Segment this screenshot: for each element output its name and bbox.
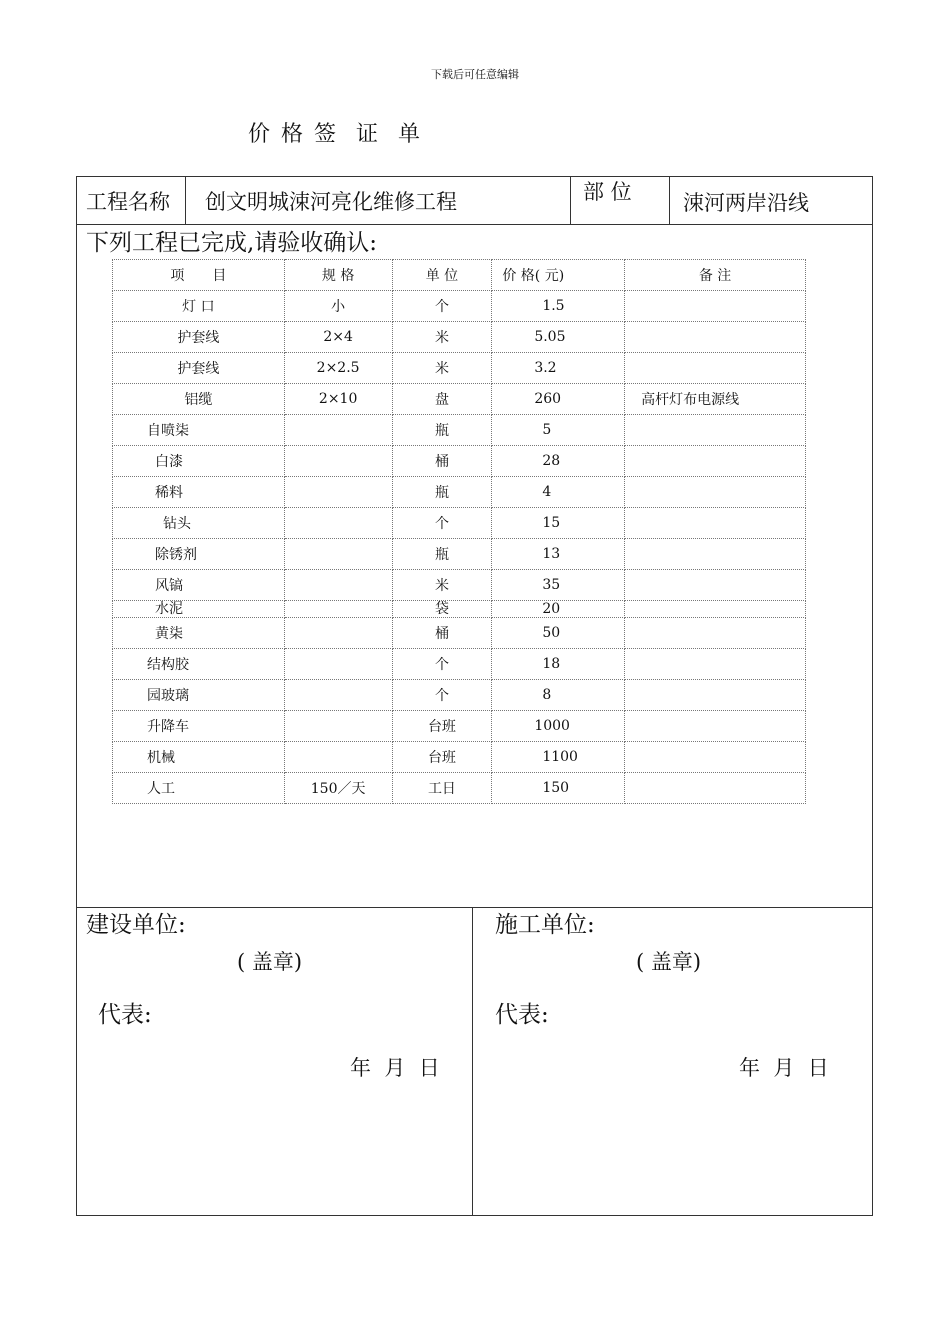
table-row (113, 742, 806, 773)
cell-spec: 2×2.5 (284, 353, 392, 384)
cell-price: 20 (492, 601, 625, 618)
cell-unit: 袋 (392, 601, 492, 618)
cell-item: 水泥 (113, 601, 285, 618)
table-row (113, 353, 806, 384)
project-name-value: 创文明城涑河亮化维修工程 (205, 190, 457, 214)
contractor-representative: 代表: (495, 1002, 549, 1028)
contractor-seal: ( 盖章) (636, 950, 702, 974)
cell-spec (284, 415, 392, 446)
cell-spec (284, 649, 392, 680)
cell-unit: 工日 (392, 773, 492, 804)
cell-note (625, 618, 806, 649)
owner-seal: ( 盖章) (237, 950, 303, 974)
divider-signature-v (472, 907, 473, 1216)
header-note: 备 注 (625, 260, 806, 291)
cell-spec: 150／天 (284, 773, 392, 804)
cell-item: 园玻璃 (113, 680, 285, 711)
table-row (113, 477, 806, 508)
cell-price: 1000 (492, 711, 625, 742)
cell-price: 28 (492, 446, 625, 477)
table-row (113, 618, 806, 649)
cell-unit: 台班 (392, 742, 492, 773)
document-title: 价 格 签 证 单 (248, 122, 422, 147)
table-row (113, 291, 806, 322)
cell-spec (284, 742, 392, 773)
cell-note (625, 446, 806, 477)
header-price: 价 格( 元) (492, 260, 625, 291)
cell-unit: 米 (392, 353, 492, 384)
cell-unit: 盘 (392, 384, 492, 415)
cell-unit: 个 (392, 508, 492, 539)
location-value: 涑河两岸沿线 (683, 191, 809, 215)
cell-spec (284, 446, 392, 477)
table-row (113, 446, 806, 477)
cell-item: 自喷柒 (113, 415, 285, 446)
cell-note (625, 680, 806, 711)
table-row (113, 773, 806, 804)
table-header-row (113, 260, 806, 291)
cell-spec (284, 711, 392, 742)
cell-unit: 瓶 (392, 415, 492, 446)
cell-note: 高杆灯布电源线 (625, 384, 806, 415)
cell-unit: 桶 (392, 618, 492, 649)
divider-signature (76, 907, 873, 908)
cell-price: 50 (492, 618, 625, 649)
cell-unit: 台班 (392, 711, 492, 742)
cell-price: 13 (492, 539, 625, 570)
cell-price: 1.5 (492, 291, 625, 322)
cell-spec (284, 508, 392, 539)
cell-item: 除锈剂 (113, 539, 285, 570)
header-note: 下载后可任意编辑 (431, 68, 519, 81)
cell-spec (284, 680, 392, 711)
owner-date: 年 月 日 (350, 1056, 440, 1080)
cell-price: 4 (492, 477, 625, 508)
cell-item: 白漆 (113, 446, 285, 477)
table-row (113, 415, 806, 446)
cell-item: 铝缆 (113, 384, 285, 415)
cell-price: 15 (492, 508, 625, 539)
cell-unit: 个 (392, 649, 492, 680)
cell-item: 人工 (113, 773, 285, 804)
cell-note (625, 649, 806, 680)
cell-price: 150 (492, 773, 625, 804)
cell-note (625, 291, 806, 322)
cell-item: 风镐 (113, 570, 285, 601)
table-row (113, 680, 806, 711)
location-label: 部 位 (583, 180, 632, 204)
cell-unit: 个 (392, 680, 492, 711)
cell-unit: 米 (392, 322, 492, 353)
cell-price: 35 (492, 570, 625, 601)
cell-item: 护套线 (113, 353, 285, 384)
cell-item: 护套线 (113, 322, 285, 353)
table-row (113, 384, 806, 415)
cell-price: 18 (492, 649, 625, 680)
cell-unit: 个 (392, 291, 492, 322)
cell-spec (284, 570, 392, 601)
cell-price: 3.2 (492, 353, 625, 384)
cell-item: 灯 口 (113, 291, 285, 322)
cell-unit: 瓶 (392, 477, 492, 508)
cell-item: 机械 (113, 742, 285, 773)
owner-representative: 代表: (98, 1002, 152, 1028)
table-row (113, 539, 806, 570)
price-table (112, 259, 806, 804)
table-row (113, 570, 806, 601)
cell-note (625, 415, 806, 446)
table-row (113, 508, 806, 539)
table-row (113, 711, 806, 742)
cell-note (625, 539, 806, 570)
cell-spec (284, 477, 392, 508)
cell-note (625, 601, 806, 618)
cell-note (625, 773, 806, 804)
cell-unit: 桶 (392, 446, 492, 477)
cell-spec (284, 618, 392, 649)
cell-note (625, 353, 806, 384)
cell-note (625, 322, 806, 353)
cell-spec (284, 539, 392, 570)
completion-statement: 下列工程已完成,请验收确认: (86, 230, 378, 256)
owner-label: 建设单位: (86, 912, 186, 938)
cell-note (625, 570, 806, 601)
cell-unit: 米 (392, 570, 492, 601)
divider-v1 (185, 176, 186, 224)
contractor-label: 施工单位: (495, 912, 595, 938)
table-row (113, 322, 806, 353)
cell-price: 5.05 (492, 322, 625, 353)
cell-price: 260 (492, 384, 625, 415)
cell-item: 结构胶 (113, 649, 285, 680)
cell-item: 黄柒 (113, 618, 285, 649)
project-name-label: 工程名称 (86, 190, 170, 214)
cell-note (625, 711, 806, 742)
cell-item: 升降车 (113, 711, 285, 742)
header-spec: 规 格 (284, 260, 392, 291)
cell-price: 1100 (492, 742, 625, 773)
cell-unit: 瓶 (392, 539, 492, 570)
cell-item: 稀料 (113, 477, 285, 508)
cell-spec: 小 (284, 291, 392, 322)
cell-spec (284, 601, 392, 618)
cell-note (625, 742, 806, 773)
header-item: 项 目 (113, 260, 285, 291)
table-row (113, 649, 806, 680)
cell-note (625, 508, 806, 539)
cell-note (625, 477, 806, 508)
cell-spec: 2×4 (284, 322, 392, 353)
cell-price: 8 (492, 680, 625, 711)
header-unit: 单 位 (392, 260, 492, 291)
cell-price: 5 (492, 415, 625, 446)
divider-v3 (669, 176, 670, 224)
cell-item: 钻头 (113, 508, 285, 539)
divider-v2 (570, 176, 571, 224)
cell-spec: 2×10 (284, 384, 392, 415)
contractor-date: 年 月 日 (739, 1056, 829, 1080)
table-row (113, 601, 806, 618)
